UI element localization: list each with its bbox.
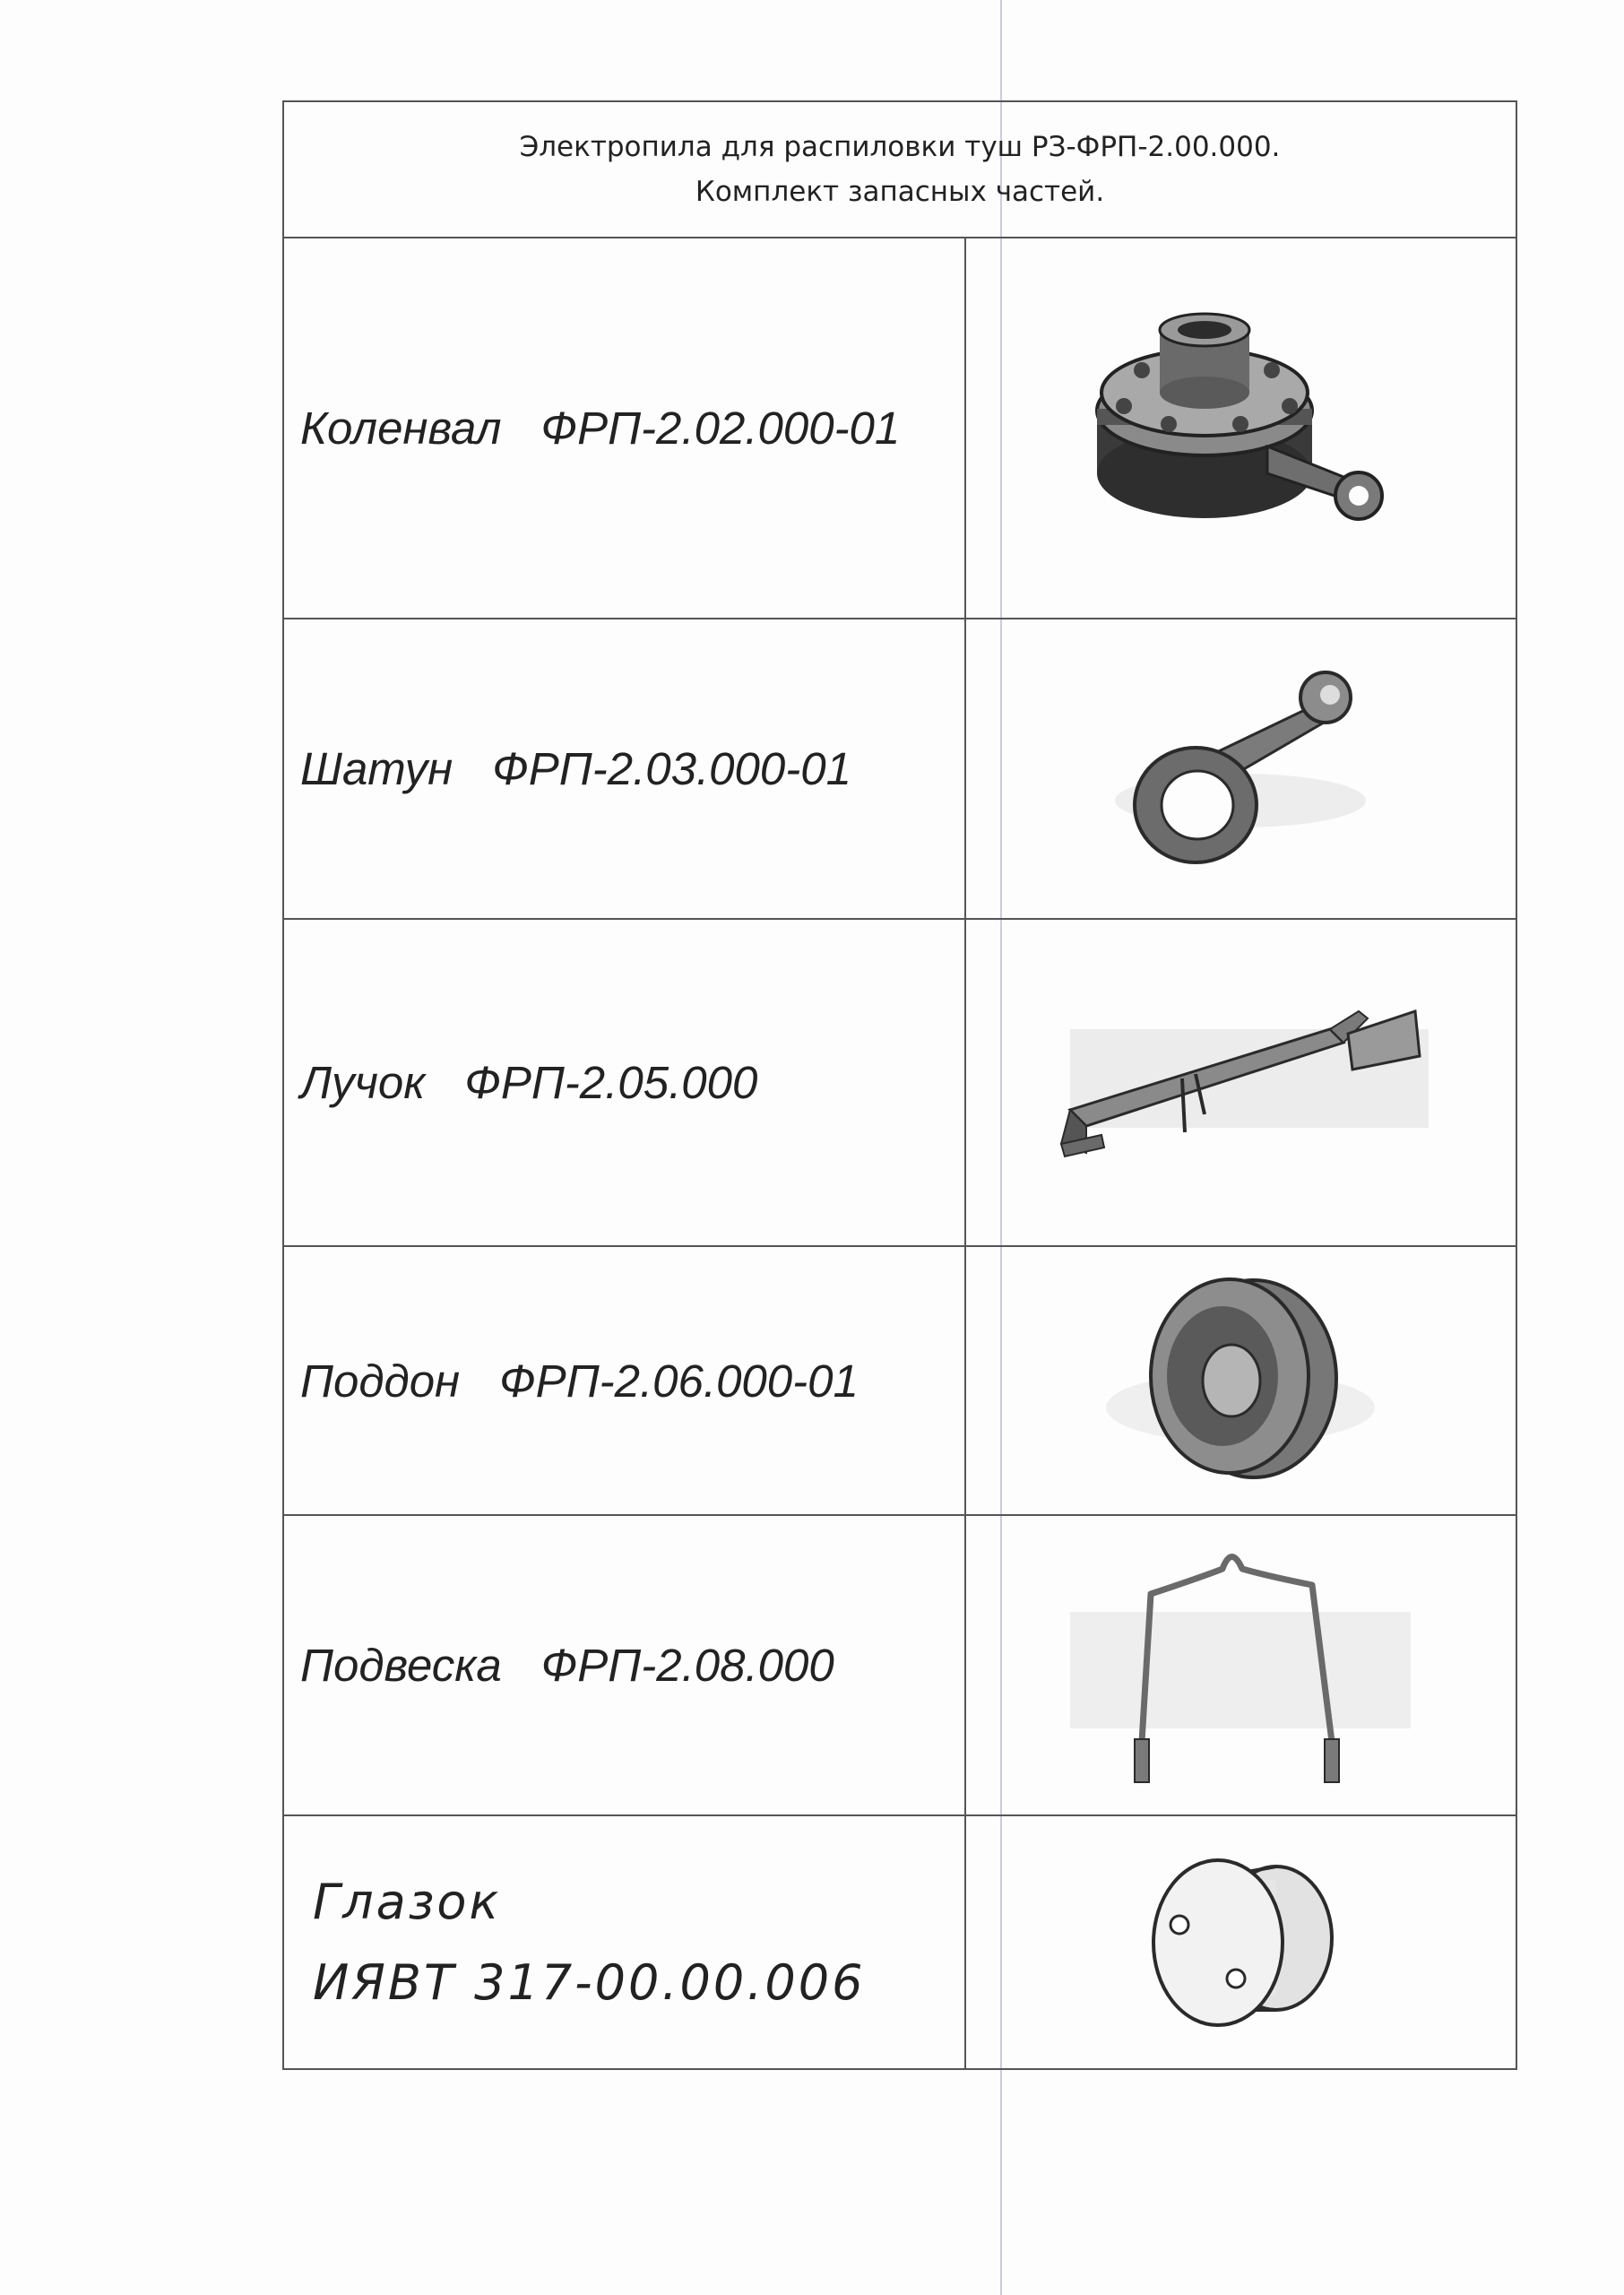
table-row	[283, 1515, 1516, 1815]
tray-icon	[1097, 1264, 1384, 1497]
part-name: Шатун	[300, 743, 454, 794]
part-name: Подвеска	[300, 1640, 502, 1691]
part-name: Поддон	[300, 1355, 461, 1407]
document-title: Электропила для распиловки туш РЗ-ФРП-2.00.000.	[519, 131, 1281, 163]
part-label	[300, 402, 964, 455]
part-label	[300, 742, 964, 795]
table-row	[283, 1815, 1516, 2069]
part-image-cell	[965, 238, 1516, 619]
part-label	[300, 1056, 964, 1109]
part-code: ИЯВТ 317-00.00.006	[313, 1953, 866, 2011]
bow-frame-icon	[1034, 993, 1447, 1173]
part-name-cell	[283, 619, 965, 919]
table-row	[283, 619, 1516, 919]
table-row	[283, 1246, 1516, 1515]
part-code: ФРП-2.02.000-01	[540, 403, 901, 454]
part-name-cell	[283, 1515, 965, 1815]
part-name-cell	[283, 1246, 965, 1515]
part-label	[300, 1355, 964, 1407]
part-name: Глазок	[313, 1873, 502, 1930]
part-code: ФРП-2.06.000-01	[499, 1355, 859, 1407]
part-image-cell	[965, 1815, 1516, 2069]
part-name-cell	[283, 919, 965, 1246]
part-name: Лучок	[300, 1057, 426, 1108]
part-code: ФРП-2.05.000	[464, 1057, 758, 1108]
eyelet-icon	[1133, 1840, 1348, 2046]
part-name-cell	[283, 1815, 965, 2069]
part-code: ФРП-2.03.000-01	[492, 743, 851, 794]
spare-parts-table	[282, 100, 1517, 2070]
part-name: Коленвал	[300, 403, 502, 454]
connecting-rod-icon	[1106, 657, 1375, 881]
part-image-cell	[965, 1246, 1516, 1515]
part-label	[300, 1862, 964, 2023]
hanger-icon	[1052, 1531, 1429, 1800]
table-header-cell	[283, 101, 1516, 238]
table-row	[283, 919, 1516, 1246]
crankshaft-icon	[1088, 303, 1393, 554]
part-name-cell	[283, 238, 965, 619]
part-image-cell	[965, 919, 1516, 1246]
part-image-cell	[965, 619, 1516, 919]
table-row	[283, 238, 1516, 619]
document-subtitle: Комплект запасных частей.	[695, 176, 1105, 208]
part-image-cell	[965, 1515, 1516, 1815]
part-code: ФРП-2.08.000	[540, 1640, 834, 1691]
part-label	[300, 1639, 964, 1692]
table-header-row	[283, 101, 1516, 238]
